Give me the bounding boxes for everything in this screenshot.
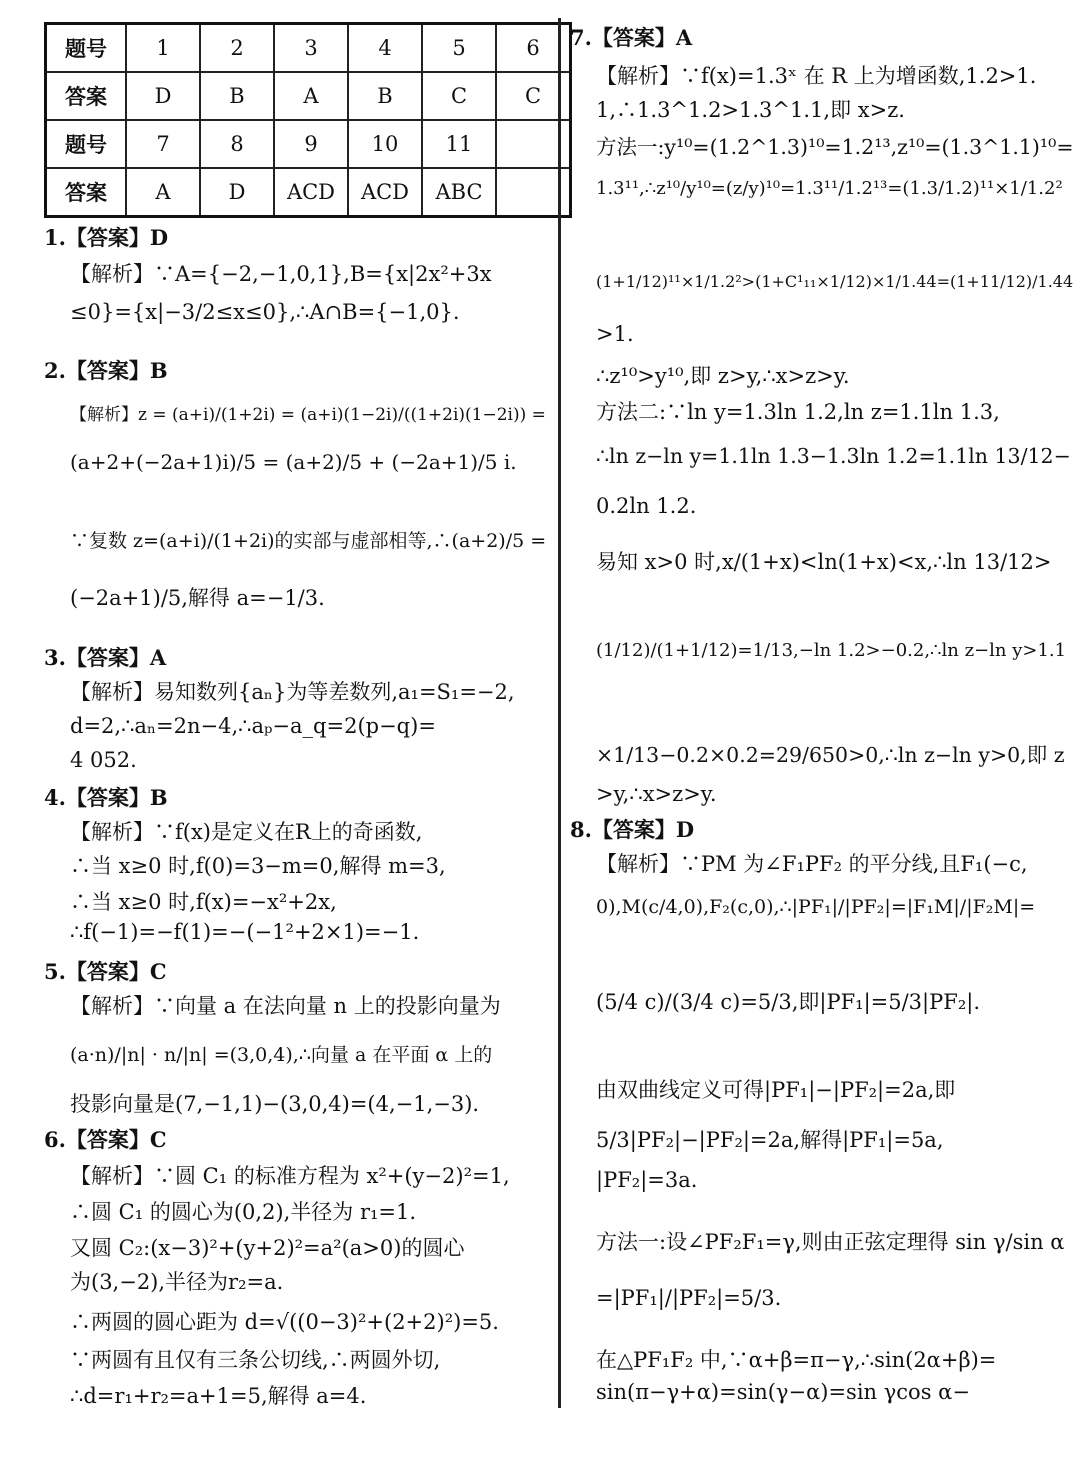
solution-line: sin(π−γ+α)=sin(γ−α)=sin γcos α− <box>596 1380 970 1404</box>
solution-line: 又圆 C₂:(x−3)²+(y+2)²=a²(a>0)的圆心 <box>70 1236 465 1260</box>
solution-line: 【解析】∵A={−2,−1,0,1},B={x|2x²+3x <box>70 262 492 286</box>
table-cell: A <box>126 168 200 217</box>
solution-line: >y,∴x>z>y. <box>596 782 717 806</box>
column-divider <box>558 18 561 1408</box>
solution-line: =|PF₁|/|PF₂|=5/3. <box>596 1286 782 1310</box>
solution-line: (5/4 c)/(3/4 c)=5/3,即|PF₁|=5/3|PF₂|. <box>596 990 980 1014</box>
solution-line: d=2,∴aₙ=2n−4,∴aₚ−a_q=2(p−q)= <box>70 714 436 738</box>
table-cell: ACD <box>348 168 422 217</box>
table-cell: B <box>348 72 422 120</box>
solution-line: ∴z¹⁰>y¹⁰,即 z>y,∴x>z>y. <box>596 364 850 388</box>
table-cell: 2 <box>200 24 274 73</box>
solution-line: 方法一:设∠PF₂F₁=γ,则由正弦定理得 sin γ/sin α <box>596 1230 1065 1254</box>
table-cell: 10 <box>348 120 422 168</box>
table-row <box>46 120 571 168</box>
solution-line: 为(3,−2),半径为r₂=a. <box>70 1270 284 1294</box>
solution-line: 5/3|PF₂|−|PF₂|=2a,解得|PF₁|=5a, <box>596 1128 944 1152</box>
solution-line: 0.2ln 1.2. <box>596 494 697 518</box>
solution-line: ∵复数 z=(a+i)/(1+2i)的实部与虚部相等,∴(a+2)/5 = <box>70 530 547 552</box>
solution-line: (1+1/12)¹¹×1/1.2²>(1+C¹₁₁×1/12)×1/1.44=(1+11/12)/1.44 <box>596 272 1074 291</box>
table-cell: 题号 <box>46 24 127 73</box>
solution-line: 【解析】∵f(x)是定义在R上的奇函数, <box>70 820 423 844</box>
table-cell: D <box>126 72 200 120</box>
table-cell: B <box>200 72 274 120</box>
table-cell: 3 <box>274 24 348 73</box>
table-cell: 题号 <box>46 120 127 168</box>
table-cell: 6 <box>496 24 571 73</box>
table-cell: 7 <box>126 120 200 168</box>
solution-line: 【解析】∵向量 a 在法向量 n 上的投影向量为 <box>70 994 501 1018</box>
table-cell: 5 <box>422 24 496 73</box>
solution-line: ≤0}={x|−3/2≤x≤0},∴A∩B={−1,0}. <box>70 300 460 324</box>
table-cell: C <box>496 72 571 120</box>
table-cell: 1 <box>126 24 200 73</box>
table-row <box>46 72 571 120</box>
table-cell: 答案 <box>46 168 127 217</box>
table-cell: 8 <box>200 120 274 168</box>
table-row <box>46 24 571 73</box>
table-cell: A <box>274 72 348 120</box>
solution-line: 【解析】∵f(x)=1.3ˣ 在 R 上为增函数,1.2>1. <box>596 64 1037 88</box>
answer-heading: 1.【答案】D <box>44 225 169 250</box>
solution-line: 方法二:∵ln y=1.3ln 1.2,ln z=1.1ln 1.3, <box>596 400 1000 424</box>
solution-line: >1. <box>596 322 634 346</box>
solution-line: 投影向量是(7,−1,1)−(3,0,4)=(4,−1,−3). <box>70 1092 480 1116</box>
solution-line: ∴当 x≥0 时,f(0)=3−m=0,解得 m=3, <box>70 854 446 878</box>
answer-heading: 3.【答案】A <box>44 645 167 670</box>
solution-line: 方法一:y¹⁰=(1.2^1.3)¹⁰=1.2¹³,z¹⁰=(1.3^1.1)¹⁰= <box>596 135 1074 159</box>
solution-line: (a·n)/|n| · n/|n| =(3,0,4),∴向量 a 在平面 α 上的 <box>70 1044 493 1066</box>
solution-line: 易知 x>0 时,x/(1+x)<ln(1+x)<x,∴ln 13/12> <box>596 550 1052 574</box>
solution-line: ∴两圆的圆心距为 d=√((0−3)²+(2+2)²)=5. <box>70 1310 499 1334</box>
solution-line: (a+2+(−2a+1)i)/5 = (a+2)/5 + (−2a+1)/5 i. <box>70 450 517 474</box>
solution-line: ∴ln z−ln y=1.1ln 1.3−1.3ln 1.2=1.1ln 13/12− <box>596 444 1071 468</box>
answer-table <box>44 22 572 218</box>
answer-heading: 5.【答案】C <box>44 959 167 984</box>
table-cell: ABC <box>422 168 496 217</box>
solution-line: ∵两圆有且仅有三条公切线,∴两圆外切, <box>70 1348 441 1372</box>
solution-line: 【解析】易知数列{aₙ}为等差数列,a₁=S₁=−2, <box>70 680 515 704</box>
solution-line: ∴f(−1)=−f(1)=−(−1²+2×1)=−1. <box>70 920 420 944</box>
solution-line: (−2a+1)/5,解得 a=−1/3. <box>70 586 325 610</box>
table-cell: D <box>200 168 274 217</box>
answer-heading: 2.【答案】B <box>44 358 168 383</box>
solution-line: 0),M(c/4,0),F₂(c,0),∴|PF₁|/|PF₂|=|F₁M|/|F₂M|= <box>596 896 1036 918</box>
table-cell: 4 <box>348 24 422 73</box>
solution-line: ×1/13−0.2×0.2=29/650>0,∴ln z−ln y>0,即 z <box>596 743 1065 767</box>
answer-heading: 7.【答案】A <box>570 25 693 50</box>
answer-heading: 6.【答案】C <box>44 1127 167 1152</box>
table-cell: 9 <box>274 120 348 168</box>
solution-line: 1.3¹¹,∴z¹⁰/y¹⁰=(z/y)¹⁰=1.3¹¹/1.2¹³=(1.3/1.2)¹¹×1/1.2² <box>596 178 1063 199</box>
table-row <box>46 168 571 217</box>
solution-line: 在△PF₁F₂ 中,∵α+β=π−γ,∴sin(2α+β)= <box>596 1348 997 1372</box>
solution-line: |PF₂|=3a. <box>596 1168 698 1192</box>
answer-heading: 8.【答案】D <box>570 817 695 842</box>
solution-line: 【解析】∵PM 为∠F₁PF₂ 的平分线,且F₁(−c, <box>596 852 1028 876</box>
solution-line: 【解析】z = (a+i)/(1+2i) = (a+i)(1−2i)/((1+2i)(1−2i)) = <box>70 405 546 425</box>
table-cell: ACD <box>274 168 348 217</box>
table-cell: C <box>422 72 496 120</box>
solution-line: ∴d=r₁+r₂=a+1=5,解得 a=4. <box>70 1384 367 1408</box>
solution-line: 4 052. <box>70 748 137 772</box>
solution-line: 由双曲线定义可得|PF₁|−|PF₂|=2a,即 <box>596 1078 956 1102</box>
table-cell: 答案 <box>46 72 127 120</box>
solution-line: ∴圆 C₁ 的圆心为(0,2),半径为 r₁=1. <box>70 1200 417 1224</box>
answer-heading: 4.【答案】B <box>44 785 168 810</box>
table-cell: 11 <box>422 120 496 168</box>
solution-line: ∴当 x≥0 时,f(x)=−x²+2x, <box>70 890 337 914</box>
solution-line: 【解析】∵圆 C₁ 的标准方程为 x²+(y−2)²=1, <box>70 1164 510 1188</box>
solution-line: (1/12)/(1+1/12)=1/13,−ln 1.2>−0.2,∴ln z−ln y>1.1 <box>596 640 1067 661</box>
solution-line: 1,∴1.3^1.2>1.3^1.1,即 x>z. <box>596 98 905 122</box>
